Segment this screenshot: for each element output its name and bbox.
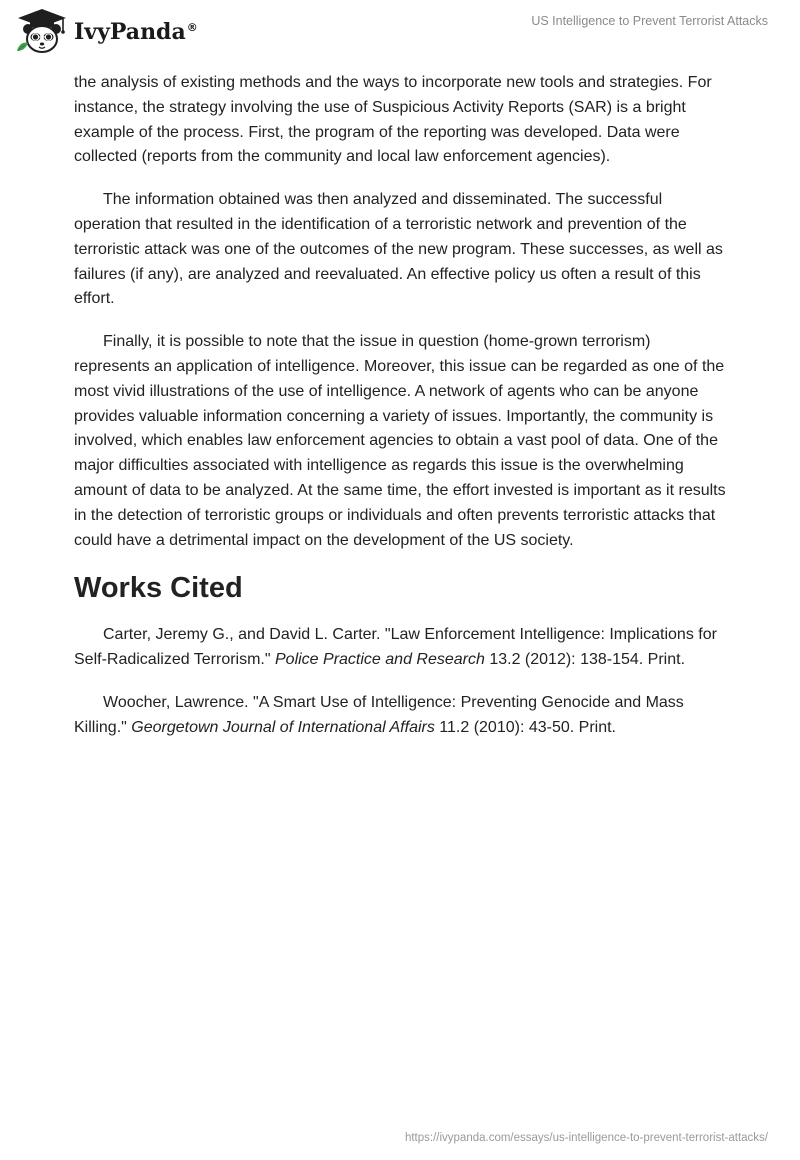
works-cited-heading: Works Cited [74,572,243,605]
citation-details: 11.2 (2010): 43-50. Print. [434,718,616,736]
brand-logo[interactable] [14,7,198,55]
citation-journal: Georgetown Journal of International Affairs [131,718,435,736]
document-title: US Intelligence to Prevent Terrorist Attacks [531,14,768,28]
paragraph: Finally, it is possible to note that the issue in question (home-grown terrorism) represents an application of intelligence. Moreover, this issue can be regarded as one of the most vivid illustrations of the use of intelligence. A network of agents who can be anyone provides valuable information concerning a variety of issues. Importantly, the community is involved, which enables law enforcement agencies to obtain a vast pool of data. One of the major difficulties associated with intelligence as regards this issue is the overwhelming amount of data to be analyzed. At the same time, the effort invested is important as it results in the detection of terroristic groups or individuals and often prevents terroristic attacks that could have a detrimental impact on the development of the US society. [74,333,726,549]
essay-body [74,71,730,759]
citation [74,691,730,741]
citation-authors-title: Carter, Jeremy G., and David L. Carter. "Law Enforcement Intelligence: Implications for Self-Radicalized Terrorism." [74,626,717,669]
brand-name: IvyPanda® [74,19,198,45]
paragraph: the analysis of existing methods and the ways to incorporate new tools and strategies. For instance, the strategy involving the use of Suspicious Activity Reports (SAR) is a bright example of the process. First, the program of the reporting was developed. Data were collected (reports from the community and local law enforcement agencies). [74,74,712,166]
source-url[interactable]: https://ivypanda.com/essays/us-intelligence-to-prevent-terrorist-attacks/ [404,1132,768,1144]
citation-details: 13.2 (2012): 138-154. Print. [484,651,686,669]
panda-graduate-icon [14,7,70,55]
citation-journal: Police Practice and Research [275,651,485,669]
citation [74,623,730,673]
citation-authors-title: Woocher, Lawrence. "A Smart Use of Intelligence: Preventing Genocide and Mass Killing." [74,693,684,736]
page-header [0,0,800,62]
paragraph: The information obtained was then analyzed and disseminated. The successful operation that resulted in the identification of a terroristic network and prevention of the terroristic attack was one of the outcomes of the new program. These successes, as well as failures (if any), are analyzed and reevaluated. An effective policy us often a result of this effort. [74,191,723,308]
